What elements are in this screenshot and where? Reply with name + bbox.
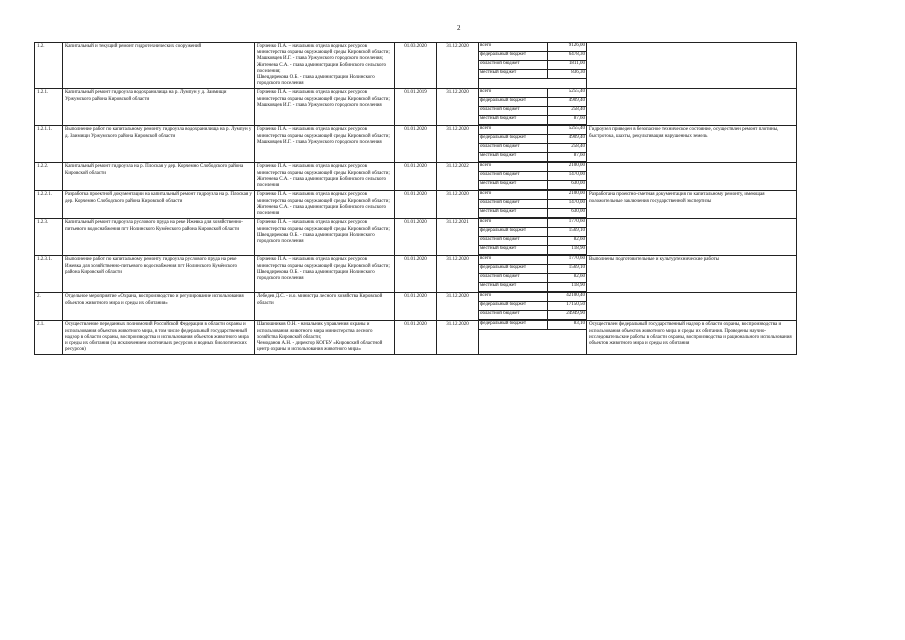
finance-block bbox=[479, 293, 587, 321]
finance-row bbox=[479, 144, 586, 153]
finance-block bbox=[479, 126, 587, 163]
row-number: 1.2.2.1. bbox=[35, 191, 63, 219]
expected-result bbox=[587, 293, 797, 321]
finance-amount: 1470,00 bbox=[548, 200, 586, 209]
finance-amount: 630,00 bbox=[548, 209, 586, 218]
expected-result bbox=[587, 89, 797, 126]
finance-row bbox=[479, 89, 586, 98]
end-date: 31.12.2020 bbox=[437, 43, 479, 89]
finance-row bbox=[479, 256, 586, 265]
finance-source: всего bbox=[479, 219, 548, 228]
start-date: 01.01.2020 bbox=[395, 126, 437, 163]
activity-name: Выполнение работ по капитальному ремонту гидроузла водохранилища на р. Лумпун у д. Заимищи Уржумского района Кировской области bbox=[63, 126, 255, 163]
finance-block bbox=[479, 256, 587, 293]
row-number: 2. bbox=[35, 293, 63, 321]
activity-name: Разработка проектной документации на капитальный ремонт гидроузла на р. Плоская у дер. Корчемно Слободского района Кировской области bbox=[63, 191, 255, 219]
start-date: 01.01.2020 bbox=[395, 191, 437, 219]
end-date: 31.12.2020 bbox=[437, 293, 479, 321]
finance-source: областной бюджет bbox=[479, 172, 548, 181]
finance-amount: 836,30 bbox=[548, 70, 586, 79]
end-date: 31.12.2020 bbox=[437, 89, 479, 126]
finance-table bbox=[479, 293, 586, 320]
responsible-executors: Горченко П.А. – начальник отдела водных ресурсов министерства охраны окружающей среды Кировской области; Машковцев И.Г. - глава Уржумского городского поселения; Житенева С.А. - глава администрации Бобинского сельского поселения; Швецдирекова О.Б. - глава администрации Нолинского городского поселения bbox=[255, 43, 395, 89]
finance-source: всего bbox=[479, 293, 548, 302]
expected-result: Гидроузел приведен в безопасное техническое состояние, осуществлен ремонт плотины, быстротока, шахты, рекультивация нарушенных земель bbox=[587, 126, 797, 163]
activity-name: Осуществление переданных полномочий Российской Федерации в области охраны и использования объектов животного мира, в том числе федеральный государственный надзор в области охраны, воспроизводства и использования объектов животного мира и среды их обитания (за исключением охотничьих ресурсов и водных биологических ресурсов) bbox=[63, 321, 255, 355]
finance-row bbox=[479, 219, 586, 228]
finance-source: местный бюджет bbox=[479, 209, 548, 218]
finance-row bbox=[479, 70, 586, 79]
finance-amount: 87,60 bbox=[548, 153, 586, 162]
finance-table bbox=[479, 219, 586, 255]
finance-row bbox=[479, 311, 586, 320]
finance-block bbox=[479, 321, 587, 355]
finance-source: всего bbox=[479, 126, 548, 135]
start-date: 01.01.2020 bbox=[395, 293, 437, 321]
finance-row bbox=[479, 135, 586, 144]
finance-amount: 1811,00 bbox=[548, 61, 586, 70]
expected-result bbox=[587, 219, 797, 256]
finance-row bbox=[479, 98, 586, 107]
finance-table bbox=[479, 321, 586, 330]
row-number: 1.2.1.1. bbox=[35, 126, 63, 163]
row-number: 1.2. bbox=[35, 43, 63, 89]
responsible-executors: Горченко П.А. – начальник отдела водных ресурсов министерства охраны окружающей среды Кировской области; Швецдирекова О.Б. - глава администрации Нолинского городского поселения bbox=[255, 219, 395, 256]
finance-source: федеральный бюджет bbox=[479, 302, 548, 311]
finance-block bbox=[479, 219, 587, 256]
table-row bbox=[35, 321, 797, 355]
start-date: 01.03.2020 bbox=[395, 43, 437, 89]
table-row bbox=[35, 163, 797, 191]
finance-row bbox=[479, 163, 586, 172]
end-date: 31.12.2020 bbox=[437, 256, 479, 293]
table-row bbox=[35, 191, 797, 219]
finance-source: местный бюджет bbox=[479, 153, 548, 162]
expected-result: Выполнены подготовительные и культуртехнические работы bbox=[587, 256, 797, 293]
finance-amount: 630,00 bbox=[548, 181, 586, 190]
finance-amount: 5255,40 bbox=[548, 126, 586, 135]
finance-table bbox=[479, 191, 586, 218]
finance-amount: 83,10 bbox=[548, 321, 586, 330]
finance-source: местный бюджет bbox=[479, 283, 548, 292]
responsible-executors: Горченко П.А. – начальник отдела водных ресурсов министерства охраны окружающей среды Кировской области; Машковцев И.Г. - глава Уржумского городского поселения bbox=[255, 126, 395, 163]
finance-source: областной бюджет bbox=[479, 144, 548, 153]
finance-table bbox=[479, 163, 586, 190]
finance-row bbox=[479, 43, 586, 52]
activity-name: Капитальный ремонт гидроузла руслового пруда на реке Ижевка для хозяйственно-питьевого водоснабжения пгт Нолинского Кумёнского района Кировской области bbox=[63, 219, 255, 256]
finance-row bbox=[479, 302, 586, 311]
finance-source: местный бюджет bbox=[479, 70, 548, 79]
finance-amount: 258,40 bbox=[548, 144, 586, 153]
activity-name: Капитальный и текущий ремонт гидротехнических сооружений bbox=[63, 43, 255, 89]
finance-source: федеральный бюджет bbox=[479, 52, 548, 61]
finance-table bbox=[479, 126, 586, 162]
table-row bbox=[35, 293, 797, 321]
page-number: 2 bbox=[457, 24, 461, 32]
responsible-executors: Горченко П.А. – начальник отдела водных ресурсов министерства охраны окружающей среды Кировской области; Житенева С.А. - глава администрации Бобинского сельского поселения bbox=[255, 191, 395, 219]
table-row bbox=[35, 256, 797, 293]
finance-row bbox=[479, 274, 586, 283]
finance-row bbox=[479, 209, 586, 218]
finance-source: областной бюджет bbox=[479, 274, 548, 283]
finance-source: областной бюджет bbox=[479, 237, 548, 246]
end-date: 31.12.2022 bbox=[437, 163, 479, 191]
responsible-executors: Горченко П.А. – начальник отдела водных ресурсов министерства охраны окружающей среды Кировской области; Машковцев И.Г. - глава Уржумского городского поселения bbox=[255, 89, 395, 126]
finance-row bbox=[479, 283, 586, 292]
finance-amount: 24949,90 bbox=[548, 311, 586, 320]
end-date: 31.12.2020 bbox=[437, 321, 479, 355]
finance-amount: 1569,10 bbox=[548, 265, 586, 274]
finance-row bbox=[479, 293, 586, 302]
finance-block bbox=[479, 163, 587, 191]
finance-amount: 1569,10 bbox=[548, 228, 586, 237]
finance-amount: 118,90 bbox=[548, 246, 586, 255]
finance-row bbox=[479, 321, 586, 330]
end-date: 31.12.2021 bbox=[437, 219, 479, 256]
finance-amount: 1770,60 bbox=[548, 219, 586, 228]
finance-source: федеральный бюджет bbox=[479, 228, 548, 237]
finance-source: местный бюджет bbox=[479, 181, 548, 190]
finance-source: областной бюджет bbox=[479, 61, 548, 70]
finance-amount: 4909,40 bbox=[548, 98, 586, 107]
activity-name: Выполнение работ по капитальному ремонту гидроузла руслового пруда на реке Ижевка для хозяйственно-питьевого водоснабжения пгт Нолинского Кумёнского района Кировской области bbox=[63, 256, 255, 293]
finance-amount: 82,60 bbox=[548, 274, 586, 283]
row-number: 1.2.2. bbox=[35, 163, 63, 191]
finance-table bbox=[479, 256, 586, 292]
plan-table bbox=[34, 42, 797, 355]
finance-amount: 258,40 bbox=[548, 107, 586, 116]
responsible-executors: Горченко П.А. – начальник отдела водных ресурсов министерства охраны окружающей среды Кировской области; Швецдирекова О.Б. - глава администрации Нолинского городского поселения bbox=[255, 256, 395, 293]
finance-row bbox=[479, 61, 586, 70]
activity-name: Капитальный ремонт гидроузла водохранилища на р. Лумпун у д. Заимищи Уржумского района Кировской области bbox=[63, 89, 255, 126]
finance-table bbox=[479, 89, 586, 125]
finance-row bbox=[479, 246, 586, 255]
start-date: 01.01.2020 bbox=[395, 256, 437, 293]
row-number: 1.2.3. bbox=[35, 219, 63, 256]
row-number: 1.2.1. bbox=[35, 89, 63, 126]
finance-row bbox=[479, 116, 586, 125]
start-date: 01.01.2019 bbox=[395, 89, 437, 126]
finance-source: областной бюджет bbox=[479, 200, 548, 209]
table-row bbox=[35, 89, 797, 126]
start-date: 01.01.2020 bbox=[395, 163, 437, 191]
finance-source: всего bbox=[479, 89, 548, 98]
responsible-executors: Лебедев Д.С. - и.о. министра лесного хозяйства Кировской области bbox=[255, 293, 395, 321]
end-date: 31.12.2020 bbox=[437, 126, 479, 163]
finance-source: местный бюджет bbox=[479, 116, 548, 125]
finance-source: областной бюджет bbox=[479, 107, 548, 116]
finance-block bbox=[479, 43, 587, 89]
expected-result bbox=[587, 43, 797, 89]
finance-source: федеральный бюджет bbox=[479, 98, 548, 107]
finance-row bbox=[479, 237, 586, 246]
finance-amount: 87,60 bbox=[548, 116, 586, 125]
finance-source: всего bbox=[479, 256, 548, 265]
finance-row bbox=[479, 191, 586, 200]
finance-row bbox=[479, 181, 586, 190]
table-row bbox=[35, 219, 797, 256]
finance-amount: 17150,50 bbox=[548, 302, 586, 311]
table-row bbox=[35, 126, 797, 163]
activity-name: Отдельное мероприятие «Охрана, воспроизводство и регулирование использования объектов животного мира и среды их обитания» bbox=[63, 293, 255, 321]
finance-amount: 2100,00 bbox=[548, 163, 586, 172]
finance-row bbox=[479, 172, 586, 181]
row-number: 1.2.3.1. bbox=[35, 256, 63, 293]
finance-source: федеральный бюджет bbox=[479, 135, 548, 144]
start-date: 01.01.2020 bbox=[395, 321, 437, 355]
responsible-executors: Горченко П.А. – начальник отдела водных ресурсов министерства охраны окружающей среды Кировской области; Житенева С.А. - глава администрации Бобинского сельского поселения bbox=[255, 163, 395, 191]
finance-source: местный бюджет bbox=[479, 246, 548, 255]
finance-row bbox=[479, 107, 586, 116]
finance-source: областной бюджет bbox=[479, 311, 548, 320]
expected-result bbox=[587, 163, 797, 191]
finance-amount: 1470,00 bbox=[548, 172, 586, 181]
finance-row bbox=[479, 52, 586, 61]
responsible-executors: Шапошников О.Н. - начальник управления охраны и использования животного мира министерства лесного хозяйства Кировской области; Чемоданов А.Н. - директор КОГБУ «Кировский областной центр охраны и использования животного мира» bbox=[255, 321, 395, 355]
finance-amount: 2100,00 bbox=[548, 191, 586, 200]
expected-result: Разработана проектно-сметная документация по капитальному ремонту, имеющая положительные заключения государственной экспертизы bbox=[587, 191, 797, 219]
expected-result: Осуществлен федеральный государственный надзор в области охраны, воспроизводства и использования объектов животного мира и среды их обитания. Проведены научно-исследовательские работы в области охраны, воспроизводства и рационального использования объектов животного мира и среды их обитания bbox=[587, 321, 797, 355]
finance-row bbox=[479, 126, 586, 135]
finance-amount: 4909,40 bbox=[548, 135, 586, 144]
row-number: 2.1. bbox=[35, 321, 63, 355]
finance-block bbox=[479, 89, 587, 126]
table-row bbox=[35, 43, 797, 89]
finance-row bbox=[479, 153, 586, 162]
finance-amount: 5255,40 bbox=[548, 89, 586, 98]
finance-source: федеральный бюджет bbox=[479, 265, 548, 274]
end-date: 31.12.2020 bbox=[437, 191, 479, 219]
finance-amount: 82,60 bbox=[548, 237, 586, 246]
finance-row bbox=[479, 265, 586, 274]
finance-row bbox=[479, 200, 586, 209]
finance-source: всего bbox=[479, 191, 548, 200]
finance-source: всего bbox=[479, 43, 548, 52]
finance-table bbox=[479, 43, 586, 79]
finance-amount: 1770,60 bbox=[548, 256, 586, 265]
finance-block bbox=[479, 191, 587, 219]
start-date: 01.01.2020 bbox=[395, 219, 437, 256]
finance-amount: 42100,40 bbox=[548, 293, 586, 302]
activity-name: Капитальный ремонт гидроузла на р. Плоская у дер. Корчемно Слободского района Кировской области bbox=[63, 163, 255, 191]
finance-row bbox=[479, 228, 586, 237]
finance-amount: 6478,30 bbox=[548, 52, 586, 61]
finance-amount: 9126,00 bbox=[548, 43, 586, 52]
finance-source: всего bbox=[479, 163, 548, 172]
finance-source: федеральный бюджет bbox=[479, 321, 548, 330]
finance-amount: 118,90 bbox=[548, 283, 586, 292]
